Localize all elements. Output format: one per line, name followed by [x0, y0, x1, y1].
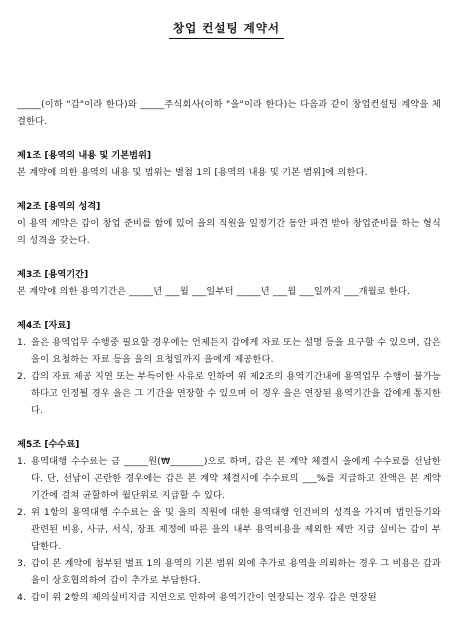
- item-text: 용역대행 수수료는 금 _____원(₩_______)으로 하며, 갑은 본 계약 체결시 을에게 수수료를 선납한다. 단, 선납이 곤란한 경우에는 갑은 본 계약 체결시에 수수료의 ___%를 지급하고 잔액은 본 계약 기간에 걸쳐 균할하여 월단위로 지급할 수 있다.: [31, 456, 441, 501]
- article-1-text: 본 계약에 의한 용역의 내용 및 범위는 별첨 1의 [용역의 내용 및 기본 범위]에 의한다.: [17, 167, 368, 178]
- item-number: 2.: [17, 371, 27, 382]
- article-4-list: [17, 334, 441, 419]
- item-number: 4.: [17, 592, 27, 603]
- intro-paragraph: _____(이하 "갑"이라 한다)와 _____주식회사(이하 "을"이라 한다)는 다음과 같이 창업컨설팅 계약을 체결한다.: [17, 99, 441, 127]
- title-area: [0, 20, 453, 39]
- list-item: [17, 589, 441, 606]
- item-number: 3.: [17, 558, 27, 569]
- item-number: 2.: [17, 507, 27, 518]
- article-2-heading: 제2조 [용역의 성격]: [17, 201, 101, 212]
- item-number: 1.: [17, 337, 27, 348]
- item-text: 갑이 위 2항의 제의실비지급 지연으로 인하여 용역기간이 연장되는 경우 갑은 연장된: [31, 592, 377, 603]
- article-3-heading: 제3조 [용역기간]: [17, 269, 89, 280]
- list-item: [17, 504, 441, 555]
- article-2-text: 이 용역 계약은 갑이 창업 준비를 함에 있어 을의 직원을 일정기간 동안 파견 받아 창업준비를 하는 형식의 성격을 갖는다.: [17, 218, 441, 246]
- article-4-heading: 제4조 [자료]: [17, 320, 71, 331]
- item-text: 을은 용역업무 수행중 필요할 경우에는 언제든지 갑에게 자료 또는 설명 등을 요구할 수 있으며, 갑은 을이 요청하는 자료 등을 을의 요청일까지 을에게 제공한다.: [31, 337, 441, 365]
- item-number: 1.: [17, 456, 27, 467]
- article-5-list: [17, 453, 441, 606]
- item-text: 갑의 자료 제공 지연 또는 부득이한 사유로 인하여 위 제2조의 용역기간내에 용역업무 수행이 불가능하다고 인정될 경우 을은 그 기간을 연장할 수 있으며 이 경우 을은 연장된 용역기간을 갑에게 통지한다.: [31, 371, 441, 416]
- article-5-heading: 제5조 [수수료]: [17, 439, 80, 450]
- item-text: 위 1항의 용역대행 수수료는 을 및 을의 직원에 대한 용역대행 인건비의 성격을 가지며 법인등기와 관련된 비용, 사규, 서식, 장표 제정에 따른 을의 내부 용역비용을 제외한 제반 지급 실비는 갑이 부담한다.: [31, 507, 441, 552]
- list-item: [17, 453, 441, 504]
- document-body: [17, 96, 441, 606]
- list-item: [17, 555, 441, 589]
- document-title: 창업 컨설팅 계약서: [169, 20, 284, 39]
- article-1-heading: 제1조 [용역의 내용 및 기본범위]: [17, 150, 152, 161]
- article-3-text: 본 계약에 의한 용역기간은 _____년 ___월 ___일부터 _____년 ___월 ___일까지 ___개월로 한다.: [17, 286, 411, 297]
- list-item: [17, 368, 441, 419]
- item-text: 갑이 본 계약에 첨부된 별표 1의 용역의 기본 범위 외에 추가로 용역을 의뢰하는 경우 그 비용은 갑과 을이 상호협의하여 갑이 추가로 부담한다.: [31, 558, 441, 586]
- list-item: [17, 334, 441, 368]
